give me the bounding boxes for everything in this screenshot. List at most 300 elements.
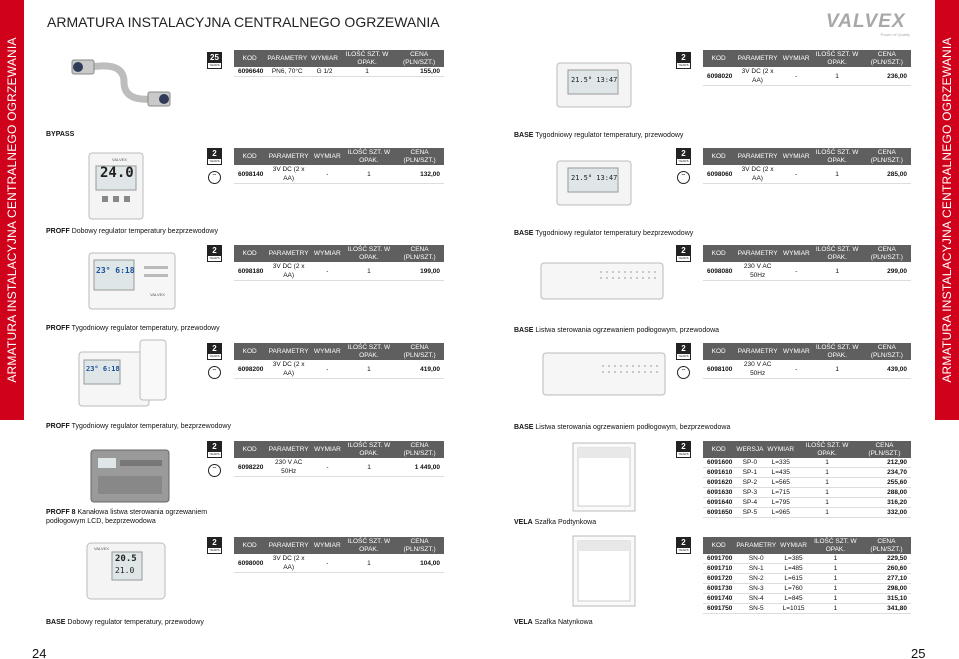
table-cell: SN-4 — [734, 594, 778, 604]
table-cell: 236,00 — [863, 67, 911, 86]
proff-tyg-bezprzew-photo — [78, 338, 178, 408]
section-title-proff8 — [46, 508, 226, 526]
table-header-cell: WYMIAR — [312, 245, 343, 262]
table-cell: 230 V AC 50Hz — [734, 360, 781, 379]
base-listwa-bezprzew-photo — [542, 352, 666, 396]
table-cell: 234,70 — [858, 468, 911, 478]
table-cell: 1 — [809, 604, 862, 614]
table-header-row — [234, 343, 444, 360]
warranty-badge — [207, 148, 222, 165]
table-cell: L=435 — [765, 468, 796, 478]
table-row — [703, 604, 911, 614]
table-header-row — [703, 537, 911, 554]
table-cell: 6098200 — [234, 360, 265, 379]
label-text: 2 — [677, 442, 690, 452]
product-line-name: BASE — [514, 230, 534, 237]
warranty-badge — [676, 537, 691, 554]
table-cell: 1 — [340, 67, 394, 77]
label-text: 2 — [208, 442, 221, 452]
table-cell: L=335 — [765, 458, 796, 468]
col-kod: KOD — [234, 50, 265, 67]
table-base-tyg-bezprzew — [703, 148, 911, 184]
table-cell: 260,60 — [862, 564, 911, 574]
table-header-cell: CENA (PLN/SZT.) — [863, 50, 911, 67]
table-header-row — [234, 537, 444, 554]
table-cell: - — [312, 458, 343, 477]
base-tyg-bezprzew-display: 21.5° 13:47 — [571, 174, 618, 182]
table-cell: 3V DC (2 x AA) — [265, 262, 312, 281]
table-cell: 341,80 — [862, 604, 911, 614]
label-text: YEARS — [209, 354, 220, 358]
table-header-cell: KOD — [234, 148, 265, 165]
table-cell: L=385 — [778, 554, 809, 564]
table-cell: L=795 — [765, 498, 796, 508]
table-header-cell: KOD — [234, 343, 265, 360]
table-header-cell: KOD — [703, 148, 734, 165]
label-text: Dobowy regulator temperatury bezprzewodowy — [71, 228, 218, 235]
warranty-badge — [207, 245, 222, 262]
table-cell: 6091720 — [703, 574, 734, 584]
table-cell: 1 — [809, 574, 862, 584]
label-text: YEARS — [678, 452, 689, 456]
table-cell: 1 — [343, 554, 395, 573]
table-cell: SP-5 — [734, 508, 765, 518]
table-cell: 6098020 — [703, 67, 734, 86]
table-row — [703, 262, 911, 281]
table-cell: SN-3 — [734, 584, 778, 594]
table-cell: 288,00 — [858, 488, 911, 498]
col-cena: CENA (PLN/SZT.) — [394, 50, 444, 67]
product-line-name: PROFF 8 — [46, 509, 76, 516]
label-text: 2 — [677, 149, 690, 159]
table-cell: 1 — [796, 488, 858, 498]
table-cell: SP-2 — [734, 478, 765, 488]
label-text: 2 — [677, 53, 690, 63]
table-row — [703, 564, 911, 574]
table-header-cell: CENA (PLN/SZT.) — [863, 148, 911, 165]
table-proff-tyg-przew — [234, 245, 444, 281]
brand-mark: VALVEX — [150, 292, 165, 297]
table-header-cell: WYMIAR — [312, 148, 343, 165]
table-cell: 229,50 — [862, 554, 911, 564]
table-cell: 1 — [796, 498, 858, 508]
table-header-cell: WYMIAR — [781, 50, 812, 67]
product-line-name: VELA — [514, 619, 533, 626]
table-vela-natynkowa — [703, 537, 911, 614]
brand-tagline: Power of Quality — [880, 32, 910, 37]
table-header-cell: KOD — [703, 537, 734, 554]
table-header-cell: WYMIAR — [312, 537, 343, 554]
table-cell: - — [312, 262, 343, 281]
table-cell: 285,00 — [863, 165, 911, 184]
table-header-cell: WYMIAR — [312, 441, 343, 458]
table-cell: 6091610 — [703, 468, 734, 478]
table-header-cell: PARAMETRY — [734, 343, 781, 360]
base-dobowy-photo — [86, 542, 166, 600]
vela-podtynkowa-photo — [572, 442, 636, 512]
table-cell: 1 — [812, 360, 863, 379]
col-wymiar: WYMIAR — [309, 50, 340, 67]
table-cell: 1 — [343, 262, 395, 281]
label-text: Tygodniowy regulator temperatury, bezprzewodowy — [71, 423, 231, 430]
table-row — [234, 165, 444, 184]
side-text-left: ARMATURA INSTALACYJNA CENTRALNEGO OGRZEWANIA — [5, 37, 19, 383]
table-cell: 1 — [809, 554, 862, 564]
table-row — [703, 478, 911, 488]
side-band-left — [0, 0, 24, 420]
table-header-cell: CENA (PLN/SZT.) — [858, 441, 911, 458]
table-cell: SP-4 — [734, 498, 765, 508]
page-title: ARMATURA INSTALACYJNA CENTRALNEGO OGRZEWANIA — [47, 14, 440, 30]
table-header-cell: ILOŚĆ SZT. W OPAK. — [796, 441, 858, 458]
table-cell: 1 — [809, 584, 862, 594]
table-cell: 6098060 — [703, 165, 734, 184]
label-text: Szafka Natynkowa — [534, 619, 593, 626]
table-header-cell: ILOŚĆ SZT. W OPAK. — [812, 50, 863, 67]
table-row — [703, 554, 911, 564]
warranty-badge — [207, 537, 222, 554]
label-text: YEARS — [209, 452, 220, 456]
warranty-badge — [676, 441, 691, 458]
wireless-icon: ⌔ — [677, 171, 690, 184]
table-cell: - — [312, 360, 343, 379]
section-title-vela-podtynkowa — [514, 518, 596, 527]
table-header-row — [703, 50, 911, 67]
base-tyg-przew-photo — [556, 62, 632, 108]
label-text: Tygodniowy regulator temperatury, przewodowy — [71, 325, 220, 332]
table-header-cell: WERSJA — [734, 441, 765, 458]
table-cell: 6098220 — [234, 458, 265, 477]
brand-mark: VALVEX — [94, 546, 109, 551]
label-text: 2 — [208, 246, 221, 256]
table-header-cell: KOD — [703, 245, 734, 262]
table-base-dobowy — [234, 537, 444, 573]
base-dobowy-display-1: 20.5 — [115, 554, 137, 564]
table-header-cell: PARAMETRY — [734, 245, 781, 262]
table-row — [703, 508, 911, 518]
table-header-cell: WYMIAR — [765, 441, 796, 458]
table-row — [703, 67, 911, 86]
table-cell: 6091620 — [703, 478, 734, 488]
table-header-cell: CENA (PLN/SZT.) — [395, 148, 444, 165]
section-title-vela-natynkowa — [514, 618, 593, 627]
table-header-cell: CENA (PLN/SZT.) — [862, 537, 911, 554]
table-row — [703, 584, 911, 594]
table-header-cell: PARAMETRY — [265, 343, 312, 360]
table-cell: 1 — [796, 468, 858, 478]
table-header-cell: PARAMETRY — [265, 148, 312, 165]
table-cell: L=845 — [778, 594, 809, 604]
table-cell: 6091650 — [703, 508, 734, 518]
table-cell: 199,00 — [395, 262, 444, 281]
table-cell: 6091710 — [703, 564, 734, 574]
table-cell: 3V DC (2 x AA) — [734, 67, 780, 86]
table-row — [703, 165, 911, 184]
table-cell: 1 — [796, 508, 858, 518]
table-row — [234, 360, 444, 379]
table-cell: - — [312, 554, 343, 573]
table-cell: 1 — [812, 67, 863, 86]
section-title-proff-dobowy — [46, 227, 218, 236]
table-header-cell: CENA (PLN/SZT.) — [395, 343, 444, 360]
table-header-row — [703, 343, 911, 360]
table-header-cell: ILOŚĆ SZT. W OPAK. — [809, 537, 862, 554]
label-text: Kanałowa listwa sterowania ogrzewaniem podłogowym LCD, bezprzewodowa — [46, 509, 208, 525]
label-text: YEARS — [209, 159, 220, 163]
table-base-listwa-przew — [703, 245, 911, 281]
table-header-cell: ILOŚĆ SZT. W OPAK. — [343, 537, 395, 554]
label-text: Tygodniowy regulator temperatury bezprzewodowy — [535, 230, 694, 237]
product-line-name: BASE — [514, 424, 534, 431]
table-header-cell: WYMIAR — [781, 245, 812, 262]
table-header-cell: ILOŚĆ SZT. W OPAK. — [812, 343, 863, 360]
section-title-base-dobowy — [46, 618, 204, 627]
proff-tyg-bezprzew-display: 23° 6:18 — [86, 365, 120, 373]
table-header-cell: PARAMETRY — [265, 441, 312, 458]
wireless-icon: ⌔ — [208, 171, 221, 184]
label-text: Listwa sterowania ogrzewaniem podłogowym, bezprzewodowa — [535, 424, 731, 431]
table-row — [703, 458, 911, 468]
table-header-cell: CENA (PLN/SZT.) — [395, 245, 444, 262]
table-row — [703, 594, 911, 604]
table-row — [234, 67, 444, 77]
warranty-badge — [676, 148, 691, 165]
table-cell: 3V DC (2 x AA) — [734, 165, 780, 184]
table-cell: 6098180 — [234, 262, 265, 281]
table-cell: SN-5 — [734, 604, 778, 614]
table-vela-podtynkowa — [703, 441, 911, 518]
table-cell: L=760 — [778, 584, 809, 594]
table-cell: 6091700 — [703, 554, 734, 564]
wireless-icon: ⌔ — [677, 366, 690, 379]
label-text: YEARS — [678, 63, 689, 67]
table-cell: 277,10 — [862, 574, 911, 584]
table-header-row — [703, 245, 911, 262]
table-bypass — [234, 50, 444, 77]
product-line-name: PROFF — [46, 228, 70, 235]
bypass-photo — [64, 48, 184, 118]
base-dobowy-display-2: 21.0 — [115, 566, 135, 575]
table-header-cell: KOD — [234, 245, 265, 262]
label-text: YEARS — [209, 256, 220, 260]
table-cell: L=615 — [778, 574, 809, 584]
table-cell: 299,00 — [863, 262, 911, 281]
side-band-right — [935, 0, 959, 420]
product-line-name: PROFF — [46, 325, 70, 332]
table-cell: 1 — [343, 360, 395, 379]
table-header-row — [234, 148, 444, 165]
label-text: YEARS — [209, 63, 220, 67]
label-text: 2 — [677, 246, 690, 256]
table-cell: SN-2 — [734, 574, 778, 584]
table-cell: 6091630 — [703, 488, 734, 498]
table-row — [703, 498, 911, 508]
col-parametry: PARAMETRY — [265, 50, 309, 67]
table-header-row — [703, 148, 911, 165]
table-proff-tyg-bezprzew — [234, 343, 444, 379]
table-cell: 212,90 — [858, 458, 911, 468]
proff8-photo — [90, 446, 170, 504]
table-header-cell: CENA (PLN/SZT.) — [863, 343, 911, 360]
table-base-tyg-przew — [703, 50, 911, 86]
table-header-cell: WYMIAR — [312, 343, 343, 360]
table-cell: 1 — [796, 458, 858, 468]
label-text: 2 — [677, 344, 690, 354]
table-cell: 255,60 — [858, 478, 911, 488]
table-header-cell: ILOŚĆ SZT. W OPAK. — [343, 148, 395, 165]
table-cell: 1 — [343, 458, 395, 477]
label-text: Tygodniowy regulator temperatury, przewodowy — [535, 132, 684, 139]
table-cell: SN-0 — [734, 554, 778, 564]
table-header-cell: KOD — [703, 441, 734, 458]
table-header-cell: CENA (PLN/SZT.) — [863, 245, 911, 262]
table-row — [234, 262, 444, 281]
table-cell: L=485 — [778, 564, 809, 574]
table-row — [234, 554, 444, 573]
table-cell: 315,10 — [862, 594, 911, 604]
section-title-bypass — [46, 130, 74, 139]
table-row — [703, 488, 911, 498]
proff-dobowy-photo — [88, 152, 144, 220]
table-cell: 419,00 — [395, 360, 444, 379]
table-header-cell: KOD — [703, 343, 734, 360]
base-tyg-przew-display: 21.5° 13:47 — [571, 76, 618, 84]
table-cell: L=565 — [765, 478, 796, 488]
table-cell: - — [781, 67, 812, 86]
table-cell: 3V DC (2 x AA) — [265, 554, 312, 573]
table-base-listwa-bezprzew — [703, 343, 911, 379]
base-listwa-przew-photo — [540, 262, 664, 300]
table-cell: SN-1 — [734, 564, 778, 574]
table-cell: 155,00 — [394, 67, 444, 77]
table-cell: 230 V AC 50Hz — [734, 262, 781, 281]
side-text-right: ARMATURA INSTALACYJNA CENTRALNEGO OGRZEWANIA — [940, 37, 954, 383]
product-line-name: BYPASS — [46, 131, 75, 138]
product-line-name: BASE — [514, 132, 534, 139]
table-cell: SP-1 — [734, 468, 765, 478]
section-title-base-tyg-bezprzew — [514, 229, 693, 238]
table-header-cell: KOD — [234, 441, 265, 458]
table-cell: 6096640 — [234, 67, 265, 77]
table-header-row — [234, 245, 444, 262]
table-header-cell: ILOŚĆ SZT. W OPAK. — [812, 148, 863, 165]
brand-mark: VALVEX — [112, 157, 127, 162]
table-header-cell: KOD — [703, 50, 734, 67]
brand-wordmark: VALVEX — [826, 11, 906, 32]
table-header-cell: PARAMETRY — [734, 537, 778, 554]
table-header-cell: ILOŚĆ SZT. W OPAK. — [343, 245, 395, 262]
section-title-base-tyg-przew — [514, 131, 683, 140]
label-text: YEARS — [678, 256, 689, 260]
label-text: 2 — [677, 538, 690, 548]
table-cell: 6098000 — [234, 554, 265, 573]
table-cell: 1 — [343, 165, 395, 184]
table-cell: 1 — [809, 564, 862, 574]
label-text: 25 — [208, 53, 221, 63]
table-cell: - — [781, 262, 812, 281]
table-cell: - — [781, 360, 812, 379]
table-cell: 316,20 — [858, 498, 911, 508]
table-header-cell: ILOŚĆ SZT. W OPAK. — [343, 441, 395, 458]
base-tyg-bezprzew-photo — [556, 160, 632, 206]
proff-tyg-display: 23° 6:18 — [96, 266, 135, 275]
table-header-row — [234, 50, 444, 67]
table-cell: L=1015 — [778, 604, 809, 614]
table-header-cell: PARAMETRY — [265, 245, 312, 262]
label-text: Listwa sterowania ogrzewaniem podłogowym, przewodowa — [535, 327, 720, 334]
label-text: 2 — [208, 538, 221, 548]
section-title-proff-tyg-przew — [46, 324, 220, 333]
table-header-cell: PARAMETRY — [734, 50, 780, 67]
warranty-badge — [676, 52, 691, 69]
table-cell: PN6, 70°C — [265, 67, 309, 77]
label-text: Szafka Podtynkowa — [534, 519, 597, 526]
table-header-cell: CENA (PLN/SZT.) — [395, 441, 444, 458]
table-cell: L=965 — [765, 508, 796, 518]
table-header-cell: PARAMETRY — [734, 148, 780, 165]
table-cell: 1 — [809, 594, 862, 604]
table-cell: 439,00 — [863, 360, 911, 379]
table-cell: 332,00 — [858, 508, 911, 518]
table-row — [234, 458, 444, 477]
table-cell: 6091730 — [703, 584, 734, 594]
table-cell: 6091740 — [703, 594, 734, 604]
label-text: 2 — [208, 344, 221, 354]
product-line-name: PROFF — [46, 423, 70, 430]
product-line-name: BASE — [46, 619, 66, 626]
table-cell: 1 449,00 — [395, 458, 444, 477]
section-title-base-listwa-przew — [514, 326, 719, 335]
table-proff-dobowy — [234, 148, 444, 184]
table-cell: G 1/2 — [309, 67, 340, 77]
page-number-right: 25 — [911, 646, 926, 659]
table-cell: 3V DC (2 x AA) — [265, 360, 312, 379]
table-cell: 230 V AC 50Hz — [265, 458, 312, 477]
table-header-row — [234, 441, 444, 458]
table-cell: 132,00 — [395, 165, 444, 184]
vela-natynkowa-photo — [572, 535, 636, 607]
table-header-cell: CENA (PLN/SZT.) — [395, 537, 444, 554]
label-text: Dobowy regulator temperatury, przewodowy — [67, 619, 204, 626]
table-cell: 6098100 — [703, 360, 734, 379]
table-header-cell: WYMIAR — [781, 343, 812, 360]
proff-tyg-przew-photo — [88, 252, 176, 310]
table-cell: 6098140 — [234, 165, 265, 184]
table-cell: L=715 — [765, 488, 796, 498]
table-cell: 3V DC (2 x AA) — [265, 165, 312, 184]
label-text: YEARS — [678, 354, 689, 358]
label-text: YEARS — [678, 159, 689, 163]
table-cell: 298,00 — [862, 584, 911, 594]
wireless-icon: ⌔ — [208, 464, 221, 477]
table-row — [703, 360, 911, 379]
table-cell: 6091750 — [703, 604, 734, 614]
table-row — [703, 468, 911, 478]
warranty-badge — [676, 343, 691, 360]
table-cell: 1 — [796, 478, 858, 488]
product-line-name: VELA — [514, 519, 533, 526]
label-text: YEARS — [678, 548, 689, 552]
table-header-cell: WYMIAR — [781, 148, 812, 165]
brand-logo — [826, 11, 914, 35]
label-text: YEARS — [209, 548, 220, 552]
table-header-cell: KOD — [234, 537, 265, 554]
warranty-badge — [207, 52, 222, 69]
table-cell: 6091640 — [703, 498, 734, 508]
wireless-icon: ⌔ — [208, 366, 221, 379]
table-cell: 1 — [812, 262, 863, 281]
table-proff8 — [234, 441, 444, 477]
